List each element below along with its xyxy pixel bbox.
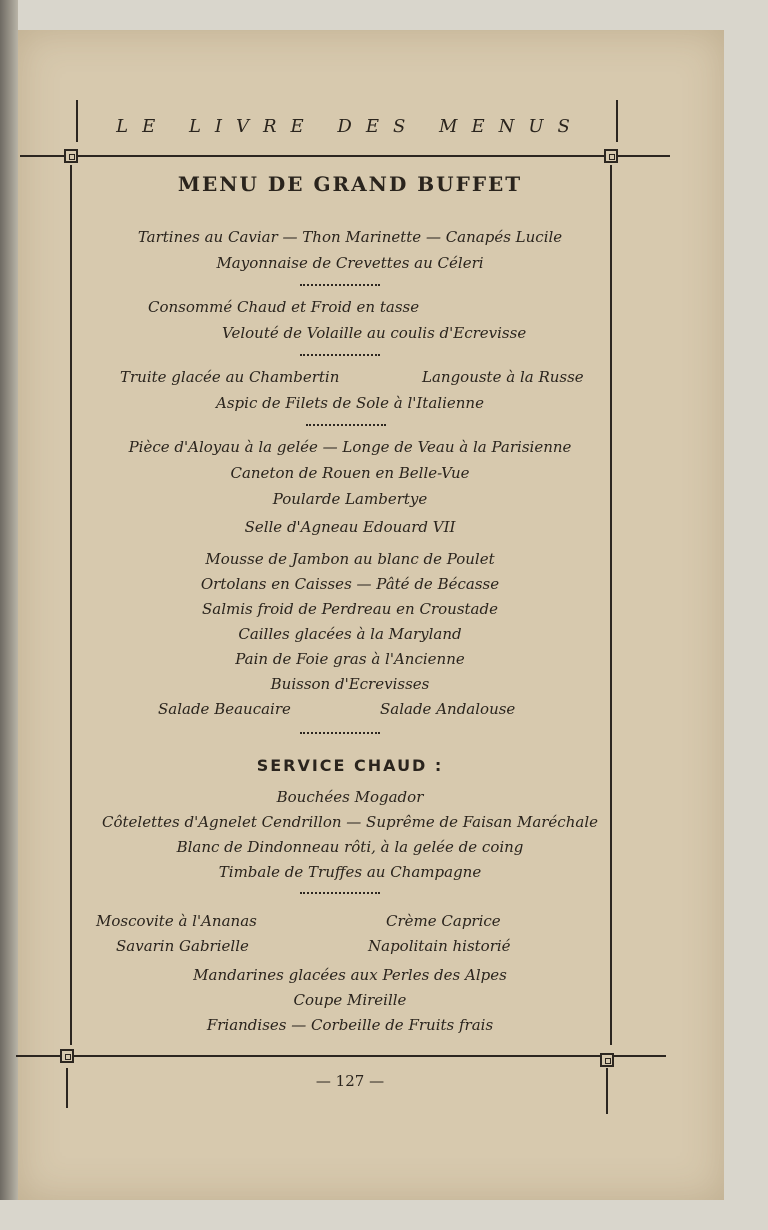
menu-line: Crème Caprice bbox=[386, 912, 501, 930]
menu-line: Caneton de Rouen en Belle-Vue bbox=[230, 464, 470, 482]
page-number: — 127 — bbox=[315, 1072, 385, 1090]
menu-line: Pièce d'Aloyau à la gelée — Longe de Veau à la Parisienne bbox=[128, 438, 572, 456]
menu-line: Napolitain historié bbox=[368, 937, 511, 955]
book-spine-edge bbox=[0, 0, 18, 1230]
menu-line: Aspic de Filets de Sole à l'Italienne bbox=[216, 394, 484, 412]
corner-ornament-bottom-left bbox=[60, 1049, 74, 1063]
menu-line: Buisson d'Ecrevisses bbox=[270, 675, 430, 693]
menu-line: Truite glacée au Chambertin bbox=[120, 368, 340, 386]
frame-bottom-border bbox=[16, 1055, 666, 1057]
section-divider bbox=[306, 424, 386, 429]
menu-line: Langouste à la Russe bbox=[422, 368, 584, 386]
section-heading: SERVICE CHAUD : bbox=[256, 756, 444, 775]
menu-line: Côtelettes d'Agnelet Cendrillon — Suprême de Faisan Maréchale bbox=[102, 813, 598, 831]
menu-line: Coupe Mireille bbox=[293, 991, 407, 1009]
section-divider bbox=[300, 284, 380, 289]
menu-line: Mandarines glacées aux Perles des Alpes bbox=[193, 966, 507, 984]
menu-line: Savarin Gabrielle bbox=[116, 937, 249, 955]
menu-line: Salade Beaucaire bbox=[158, 700, 291, 718]
frame-left-border bbox=[70, 165, 72, 1045]
menu-line: Mayonnaise de Crevettes au Céleri bbox=[216, 254, 484, 272]
menu-title: MENU DE GRAND BUFFET bbox=[177, 172, 523, 196]
menu-line: Mousse de Jambon au blanc de Poulet bbox=[205, 550, 495, 568]
corner-ornament-top-right bbox=[604, 149, 618, 163]
menu-line: Friandises — Corbeille de Fruits frais bbox=[206, 1016, 494, 1034]
frame-top-border bbox=[20, 155, 670, 157]
menu-line: Velouté de Volaille au coulis d'Ecrevisse bbox=[222, 324, 527, 342]
menu-line: Blanc de Dindonneau rôti, à la gelée de coing bbox=[176, 838, 524, 856]
corner-ornament-top-left bbox=[64, 149, 78, 163]
menu-line: Moscovite à l'Ananas bbox=[96, 912, 257, 930]
section-divider bbox=[300, 354, 380, 359]
menu-line: Bouchées Mogador bbox=[276, 788, 424, 806]
corner-ornament-bottom-right bbox=[600, 1053, 614, 1067]
menu-line: Salmis froid de Perdreau en Croustade bbox=[202, 600, 498, 618]
menu-line: Ortolans en Caisses — Pâté de Bécasse bbox=[200, 575, 500, 593]
section-divider bbox=[300, 892, 380, 897]
menu-line: Cailles glacées à la Maryland bbox=[238, 625, 462, 643]
menu-line: Consommé Chaud et Froid en tasse bbox=[148, 298, 420, 316]
menu-line: Timbale de Truffes au Champagne bbox=[218, 863, 482, 881]
running-head: LE LIVRE DES MENUS bbox=[116, 116, 584, 137]
scan-margin bbox=[0, 1200, 768, 1230]
menu-line: Tartines au Caviar — Thon Marinette — Canapés Lucile bbox=[137, 228, 563, 246]
menu-line: Selle d'Agneau Edouard VII bbox=[244, 518, 456, 536]
menu-line: Pain de Foie gras à l'Ancienne bbox=[235, 650, 465, 668]
frame-left-bottom-tick bbox=[66, 1068, 68, 1108]
menu-line: Poularde Lambertye bbox=[272, 490, 428, 508]
section-divider bbox=[300, 732, 380, 737]
menu-line: Salade Andalouse bbox=[380, 700, 516, 718]
